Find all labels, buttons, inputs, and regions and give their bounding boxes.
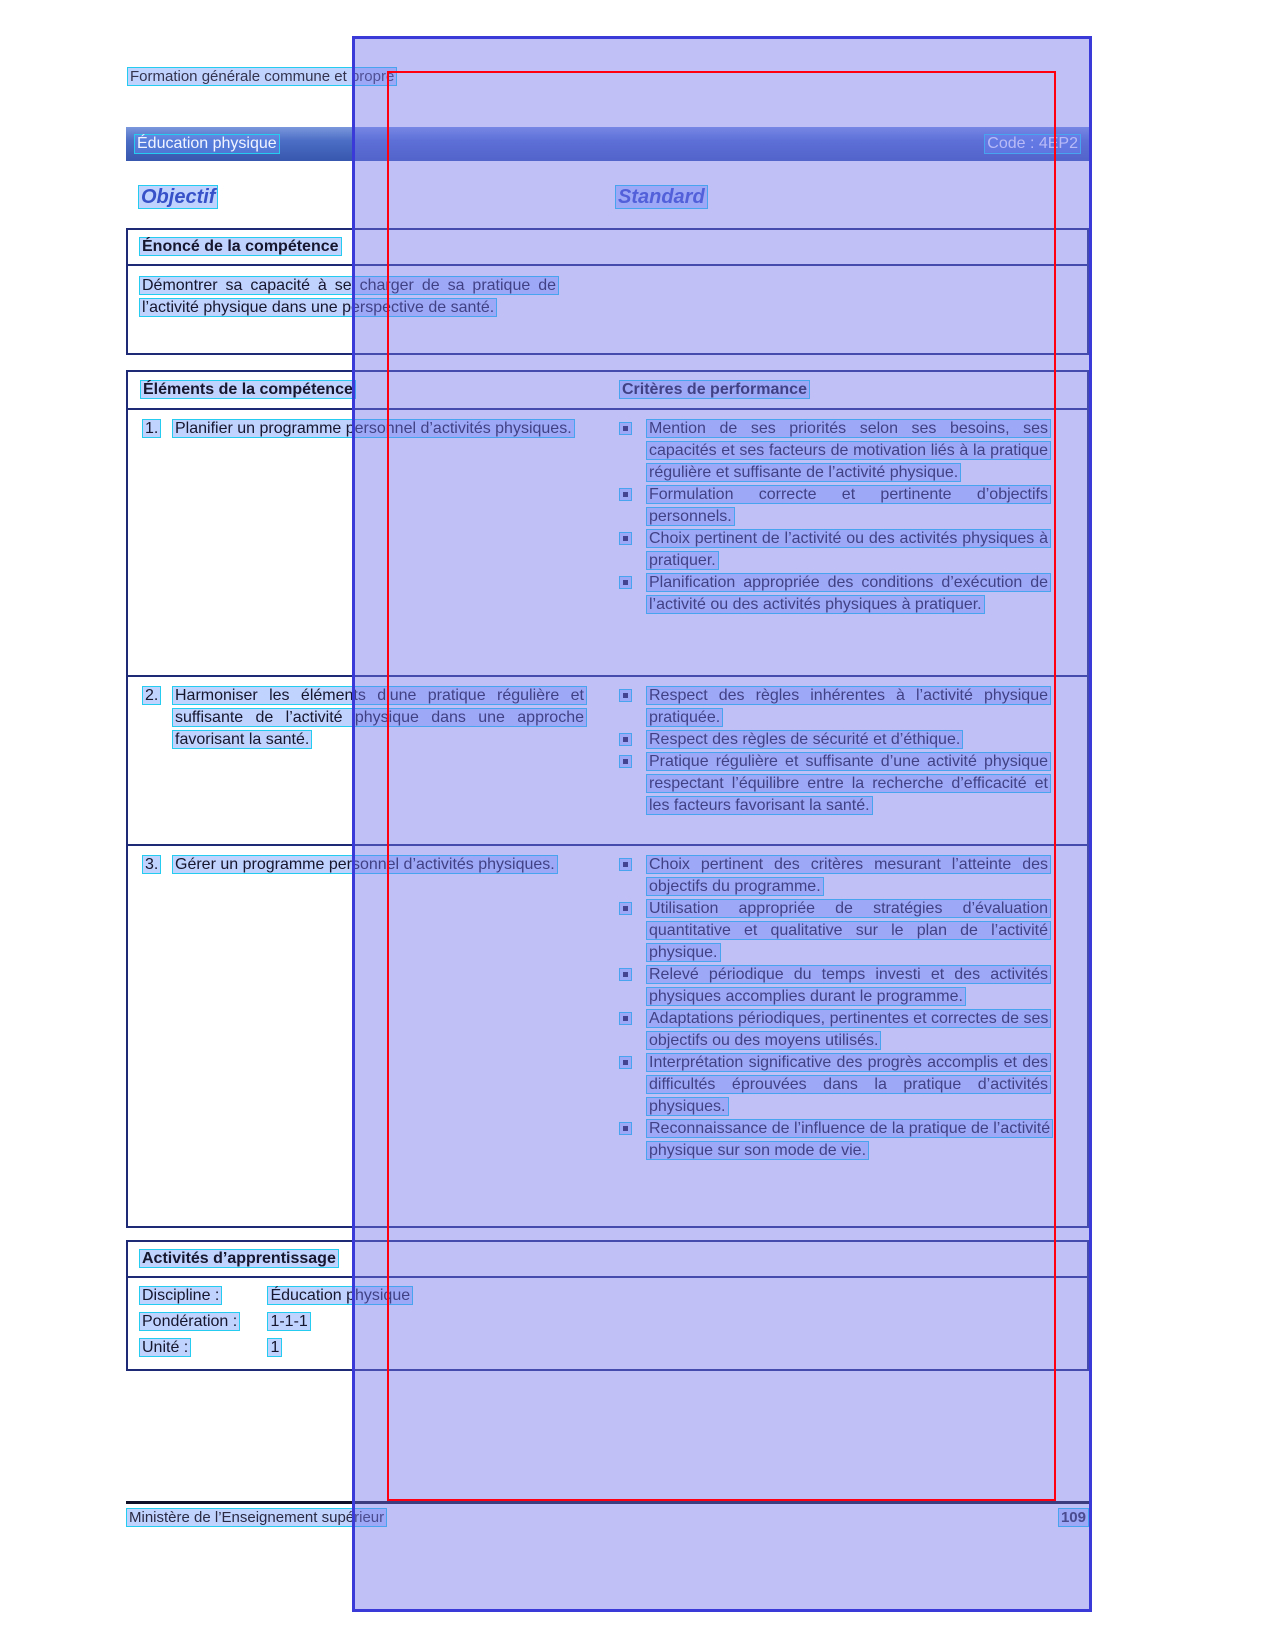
bullet-icon <box>619 902 632 915</box>
bullet-icon <box>619 968 632 981</box>
activity-label: Discipline : <box>139 1283 263 1309</box>
criterion-text: Planification appropriée des conditions d’exécution de l’activité ou des activités physiques à pratiquer. <box>646 572 1051 616</box>
bullet-icon <box>619 733 632 746</box>
bullet-icon <box>619 488 632 501</box>
competence-table <box>126 370 1089 1228</box>
criteria-list <box>617 852 1087 1226</box>
activity-value: 1 <box>267 1338 282 1357</box>
enonce-body <box>128 266 1087 327</box>
element-text: Harmoniser les éléments d’une pratique régulière et suffisante de l’activité physique dans une approche favorisant la santé. <box>172 685 587 844</box>
criteria-item <box>617 572 1051 616</box>
criteria-item <box>617 964 1051 1008</box>
criteria-item <box>617 1118 1051 1162</box>
enonce-header: Énoncé de la compétence <box>128 230 1087 266</box>
header-note <box>127 68 397 85</box>
footer <box>126 1508 1089 1527</box>
criterion-text: Adaptations périodiques, pertinentes et correctes de ses objectifs ou des moyens utilisés. <box>646 1008 1051 1052</box>
element-cell <box>128 416 617 675</box>
bullet-icon <box>619 689 632 702</box>
bullet-icon <box>619 532 632 545</box>
activity-label: Unité : <box>139 1335 263 1361</box>
doc-code: Code : 4EP2 <box>984 134 1081 154</box>
enonce-table <box>126 228 1089 355</box>
criterion-text: Reconnaissance de l’influence de la pratique de l’activité physique sur son mode de vie. <box>646 1118 1051 1162</box>
element-number: 3. <box>142 854 172 1226</box>
bullet-icon <box>619 1122 632 1135</box>
objectif-heading: Objectif <box>138 186 218 209</box>
criteres-column-header: Critères de performance <box>617 372 1087 408</box>
element-number: 1. <box>142 418 172 675</box>
criteria-item <box>617 1052 1051 1118</box>
element-text: Planifier un programme personnel d’activités physiques. <box>172 418 587 675</box>
activities-table <box>126 1240 1089 1371</box>
criterion-text: Interprétation significative des progrès accomplis et des difficultés éprouvées dans la pratique d’activités physiques. <box>646 1052 1051 1118</box>
competence-row <box>128 846 1087 1226</box>
activity-row <box>139 1283 1076 1309</box>
bullet-icon <box>619 858 632 871</box>
criteria-item <box>617 898 1051 964</box>
activity-row <box>139 1309 1076 1335</box>
enonce-text: Démontrer sa capacité à se charger de sa pratique de l’activité physique dans une perspective de santé. <box>139 275 559 318</box>
header-note-text: Formation générale commune et propre <box>127 67 397 86</box>
title-bar <box>126 127 1089 161</box>
element-number: 2. <box>142 685 172 844</box>
bullet-icon <box>619 755 632 768</box>
activity-value: Éducation physique <box>267 1286 413 1305</box>
activities-body <box>128 1278 1087 1366</box>
competence-row <box>128 410 1087 677</box>
page-number: 109 <box>1058 1508 1089 1527</box>
bullet-icon <box>619 1056 632 1069</box>
competence-row <box>128 677 1087 846</box>
element-cell <box>128 683 617 844</box>
criteria-item <box>617 418 1051 484</box>
criteria-item <box>617 854 1051 898</box>
activity-value: 1-1-1 <box>267 1312 310 1331</box>
criteria-list <box>617 683 1087 844</box>
bullet-icon <box>619 422 632 435</box>
criterion-text: Utilisation appropriée de stratégies d’évaluation quantitative et qualitative sur le plan de l’activité physique. <box>646 898 1051 964</box>
criterion-text: Pratique régulière et suffisante d’une activité physique respectant l’équilibre entre la recherche d’efficacité et les facteurs favorisant la santé. <box>646 751 1051 817</box>
criteria-list <box>617 416 1087 675</box>
criteria-item <box>617 528 1051 572</box>
criterion-text: Respect des règles inhérentes à l’activité physique pratiquée. <box>646 685 1051 729</box>
activity-label: Pondération : <box>139 1309 263 1335</box>
criteria-item <box>617 484 1051 528</box>
activity-row <box>139 1335 1076 1361</box>
criteria-item <box>617 729 1051 751</box>
criterion-text: Choix pertinent de l’activité ou des activités physiques à pratiquer. <box>646 528 1051 572</box>
footer-text: Ministère de l’Enseignement supérieur <box>126 1508 387 1527</box>
criteria-item <box>617 1008 1051 1052</box>
doc-title: Éducation physique <box>134 134 280 154</box>
criteria-item <box>617 751 1051 817</box>
criterion-text: Mention de ses priorités selon ses besoins, ses capacités et ses facteurs de motivation liés à la pratique régulière et suffisante de l’activité physique. <box>646 418 1051 484</box>
standard-heading: Standard <box>615 186 708 209</box>
criterion-text: Choix pertinent des critères mesurant l’atteinte des objectifs du programme. <box>646 854 1051 898</box>
element-cell <box>128 852 617 1226</box>
criterion-text: Formulation correcte et pertinente d’objectifs personnels. <box>646 484 1051 528</box>
criterion-text: Relevé périodique du temps investi et des activités physiques accomplies durant le programme. <box>646 964 1051 1008</box>
element-text: Gérer un programme personnel d’activités physiques. <box>172 854 587 1226</box>
bullet-icon <box>619 1012 632 1025</box>
competence-table-header <box>128 372 1087 410</box>
bullet-icon <box>619 576 632 589</box>
criterion-text: Respect des règles de sécurité et d’éthique. <box>646 729 1051 751</box>
activities-header: Activités d’apprentissage <box>128 1242 1087 1278</box>
criteria-item <box>617 685 1051 729</box>
elements-column-header: Éléments de la compétence <box>128 372 617 408</box>
footer-rule <box>126 1501 1089 1504</box>
